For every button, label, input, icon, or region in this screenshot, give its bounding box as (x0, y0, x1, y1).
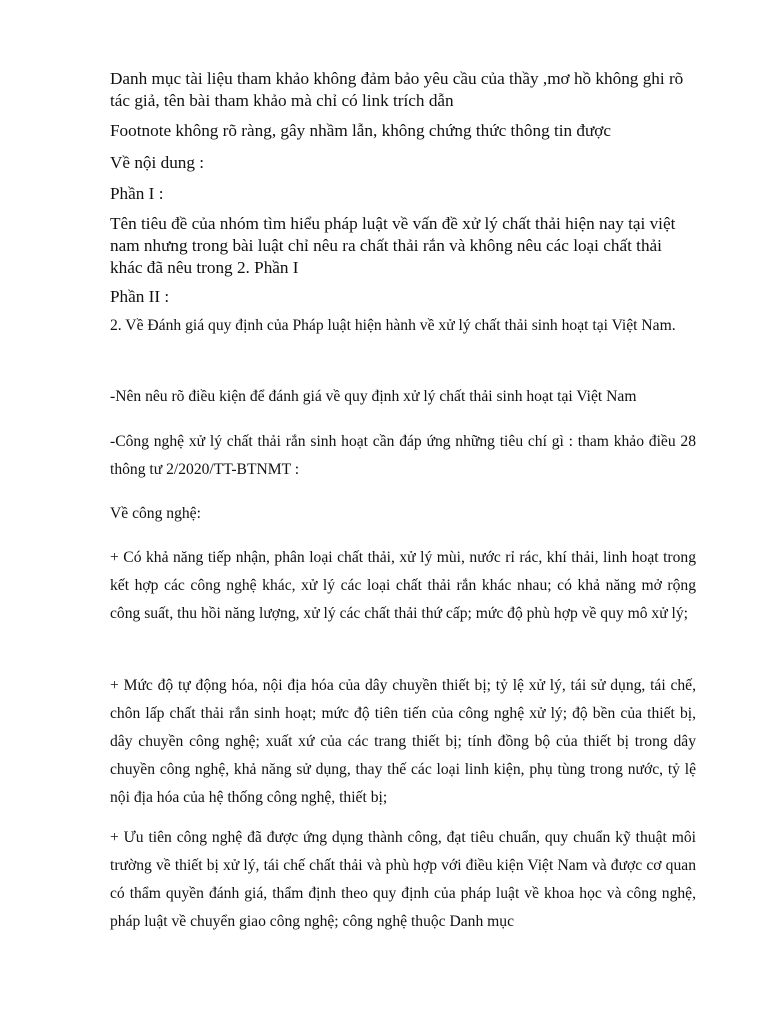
heading-content: Về nội dung : (110, 153, 205, 172)
paragraph-footnote-issue: Footnote không rõ ràng, gây nhầm lẫn, không chứng thức thông tin được (110, 121, 612, 140)
paragraph-evaluation-conditions: -Nên nêu rõ điều kiện để đánh giá về quy định xử lý chất thải sinh hoạt tại Việt Nam (110, 388, 637, 405)
paragraph-technology-criteria: -Công nghệ xử lý chất thải rắn sinh hoạt cần đáp ứng những tiêu chí gì : tham khảo điều 28 thông tư 2/2020/TT-BTNMT : (110, 433, 696, 478)
paragraph-section-2-title: 2. Về Đánh giá quy định của Pháp luật hiện hành về xử lý chất thải sinh hoạt tại Việt Nam. (110, 317, 676, 334)
list-item-automation: + Mức độ tự động hóa, nội địa hóa của dây chuyền thiết bị; tỷ lệ xử lý, tái sử dụng, tái chế, chôn lấp chất thải rắn sinh hoạt; mức độ tiên tiến của công nghệ xử lý; độ bền của thiết bị, dây chuyền công nghệ; xuất xứ của các trang thiết bị; tính đồng bộ của thiết bị trong dây chuyền công nghệ, khả năng sử dụng, thay thế các loại linh kiện, phụ tùng trong nước, tỷ lệ nội địa hóa của hệ thống công nghệ, thiết bị; (110, 677, 696, 806)
paragraph-references-issue: Danh mục tài liệu tham khảo không đảm bảo yêu cầu của thầy ,mơ hồ không ghi rõ tác giả, tên bài tham khảo mà chỉ có link trích dẫn (110, 69, 684, 110)
heading-part-2: Phần II : (110, 287, 170, 306)
list-item-capability: + Có khả năng tiếp nhận, phân loại chất thải, xử lý mùi, nước rỉ rác, khí thải, linh hoạt trong kết hợp các công nghệ khác, xử lý các loại chất thải rắn khác nhau; có khả năng mở rộng công suất, thu hồi năng lượng, xử lý các chất thải thứ cấp; mức độ phù hợp về quy mô xử lý; (110, 549, 696, 622)
list-item-priority: + Ưu tiên công nghệ đã được ứng dụng thành công, đạt tiêu chuẩn, quy chuẩn kỹ thuật môi trường về thiết bị xử lý, tái chế chất thải và phù hợp với điều kiện Việt Nam và được cơ quan có thẩm quyền đánh giá, thẩm định theo quy định của pháp luật về khoa học và công nghệ, pháp luật về chuyển giao công nghệ; công nghệ thuộc Danh mục (110, 829, 696, 930)
heading-part-1: Phần I : (110, 184, 164, 203)
paragraph-part-1-comment: Tên tiêu đề của nhóm tìm hiểu pháp luật về vấn đề xử lý chất thải hiện nay tại việt nam nhưng trong bài luật chỉ nêu ra chất thải rắn và không nêu các loại chất thải khác đã nêu trong 2. Phần I (110, 214, 676, 277)
heading-technology: Về công nghệ: (110, 505, 201, 522)
